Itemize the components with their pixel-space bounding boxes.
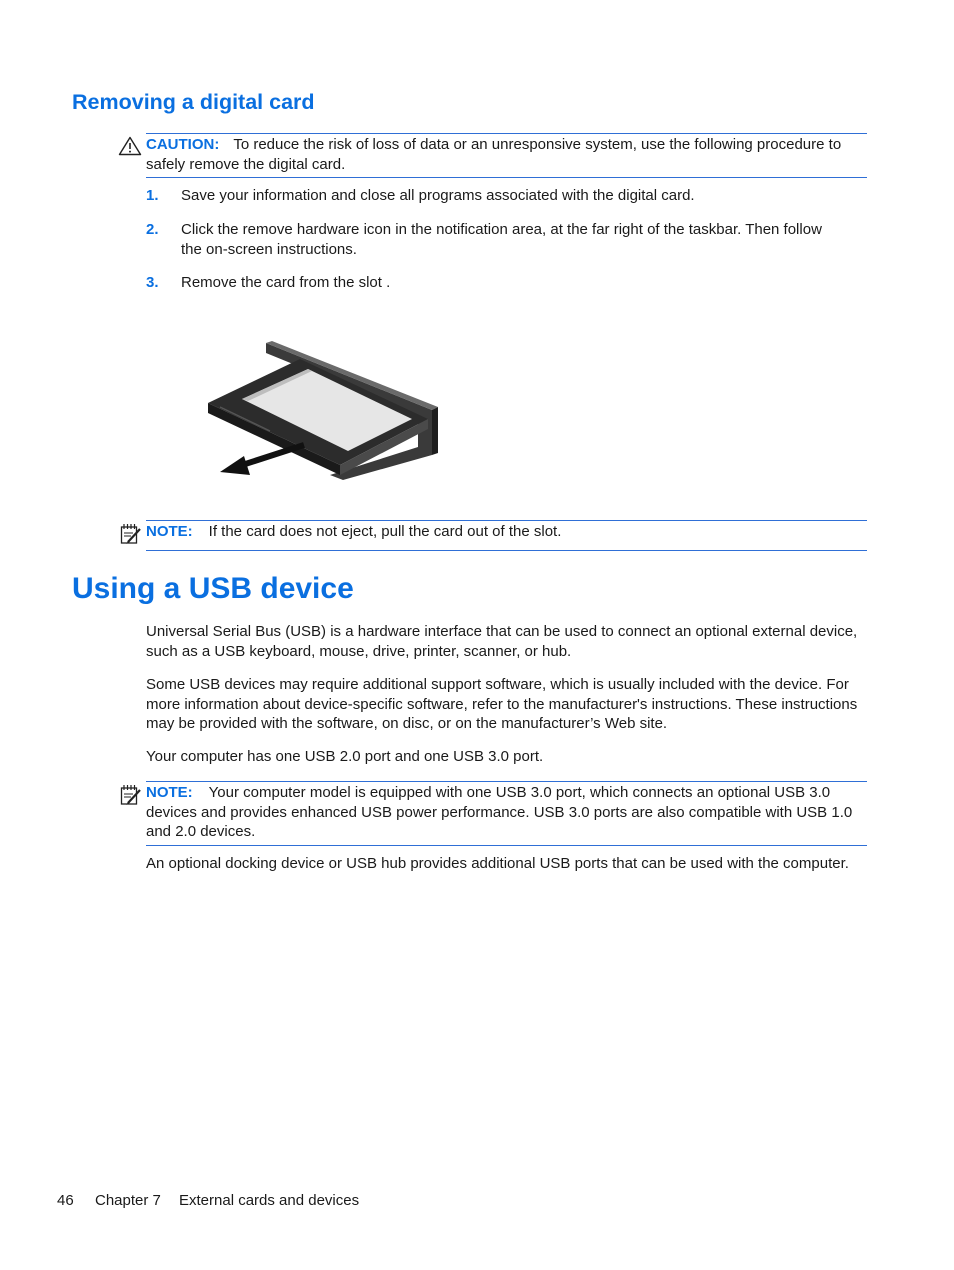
step-number: 2. <box>146 221 159 238</box>
paragraph: Some USB devices may require additional support software, which is usually included with the device. For more information about device-specific software, refer to the manufacturer's instructions. These instructions may be provided with the software, on disc, or on the manufacturer’s Web site. <box>146 676 858 732</box>
step-text: Save your information and close all programs associated with the digital card. <box>181 187 695 204</box>
step-text: Click the remove hardware icon in the notification area, at the far right of the taskbar. Then follow the on-screen instructions. <box>181 221 822 258</box>
section-title-removing-digital-card: Removing a digital card <box>72 90 315 114</box>
card-removal-illustration <box>200 335 440 490</box>
warning-triangle-icon <box>118 136 142 161</box>
note-text: If the card does not eject, pull the card out of the slot. <box>208 523 562 540</box>
note-label: NOTE: <box>146 784 193 801</box>
note-text: Your computer model is equipped with one USB 3.0 port, which connects an optional USB 3.0 devices and provides enhanced USB power performance. USB 3.0 ports are also compatible with USB 1.0 and 2.0 devices. <box>146 784 853 840</box>
step-number: 1. <box>146 187 159 204</box>
paragraph: Universal Serial Bus (USB) is a hardware interface that can be used to connect an optional external device, such as a USB keyboard, mouse, drive, printer, scanner, or hub. <box>146 623 858 660</box>
page-number: 46 <box>57 1192 74 1209</box>
step-text: Remove the card from the slot . <box>181 274 391 291</box>
note-pencil-icon <box>119 522 143 551</box>
note-pencil-icon <box>119 783 143 812</box>
caution-label: CAUTION: <box>146 136 220 153</box>
caution-callout <box>146 133 867 178</box>
note-callout <box>146 781 867 846</box>
paragraph: An optional docking device or USB hub provides additional USB ports that can be used with the computer. <box>146 855 849 872</box>
caution-text: To reduce the risk of loss of data or an unresponsive system, use the following procedure to safely remove the digital card. <box>146 136 842 173</box>
note-callout <box>146 520 867 551</box>
step-number: 3. <box>146 274 159 291</box>
section-title-using-usb-device: Using a USB device <box>72 572 354 605</box>
footer-chapter: Chapter 7 <box>95 1192 161 1209</box>
paragraph: Your computer has one USB 2.0 port and one USB 3.0 port. <box>146 748 544 765</box>
footer-chapter-title: External cards and devices <box>179 1192 360 1209</box>
note-label: NOTE: <box>146 523 193 540</box>
